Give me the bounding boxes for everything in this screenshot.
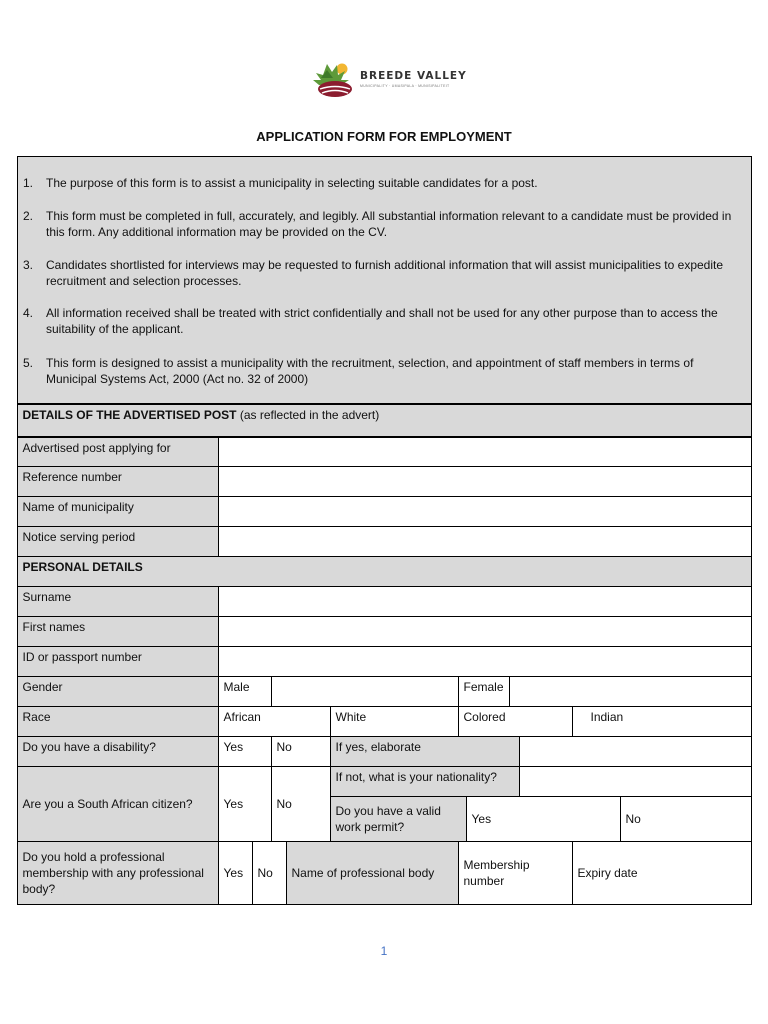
id-number-input[interactable] <box>218 646 752 677</box>
municipality-name-input[interactable] <box>218 496 752 527</box>
professional-body-name-label: Name of professional body <box>286 841 459 905</box>
work-permit-yes-option[interactable]: Yes <box>466 796 621 842</box>
instruction-number: 5. <box>23 356 34 370</box>
notice-period-label: Notice serving period <box>17 526 219 557</box>
professional-membership-label: Do you hold a professional membership with any professional body? <box>17 841 219 905</box>
race-colored-option[interactable]: Colored <box>458 706 573 737</box>
instruction-number: 2. <box>23 209 34 223</box>
citizen-yes-option[interactable]: Yes <box>218 766 272 842</box>
race-white-option[interactable]: White <box>330 706 459 737</box>
advertised-post-heading <box>17 404 752 437</box>
personal-details-heading: PERSONAL DETAILS <box>17 556 752 587</box>
instruction-number: 3. <box>23 258 34 272</box>
disability-elaborate-label: If yes, elaborate <box>330 736 520 767</box>
instruction-text: This form is designed to assist a municipality with the recruitment, selection, and appointment of staff members in terms of Municipal Systems Act, 2000 (Act no. 32 of 2000) <box>46 356 694 386</box>
race-label: Race <box>17 706 219 737</box>
gender-female-input[interactable] <box>509 676 752 707</box>
work-permit-label: Do you have a valid work permit? <box>330 796 467 842</box>
instruction-number: 1. <box>23 176 34 190</box>
reference-number-input[interactable] <box>218 466 752 497</box>
reference-number-label: Reference number <box>17 466 219 497</box>
race-african-option[interactable]: African <box>218 706 331 737</box>
instruction-item <box>23 257 745 289</box>
membership-number-label: Membership number <box>458 841 573 905</box>
gender-male-input[interactable] <box>271 676 459 707</box>
logo-emblem-icon <box>313 58 357 100</box>
instruction-text: All information received shall be treated with strict confidentially and shall not be used for any other purpose than to access the suitability of the applicant. <box>46 306 718 336</box>
surname-input[interactable] <box>218 586 752 617</box>
race-indian-option[interactable]: Indian <box>572 706 752 737</box>
instruction-number: 4. <box>23 306 34 320</box>
gender-label: Gender <box>17 676 219 707</box>
advertised-heading-bold: DETAILS OF THE ADVERTISED POST <box>22 407 237 422</box>
professional-no-option[interactable]: No <box>252 841 287 905</box>
advertised-post-input[interactable] <box>218 437 752 467</box>
nationality-input[interactable] <box>519 766 752 797</box>
advertised-post-label: Advertised post applying for <box>17 437 219 467</box>
instruction-item <box>23 305 745 337</box>
logo-tagline: MUNICIPALITY · UMASIPALA · MUNISIPALITEIT <box>360 84 450 88</box>
first-names-label: First names <box>17 616 219 647</box>
citizen-label: Are you a South African citizen? <box>17 766 219 842</box>
citizen-no-option[interactable]: No <box>271 766 331 842</box>
gender-female-label: Female <box>458 676 510 707</box>
logo-name: BREEDE VALLEY <box>360 70 467 82</box>
nationality-label: If not, what is your nationality? <box>330 766 520 797</box>
disability-yes-option[interactable]: Yes <box>218 736 272 767</box>
notice-period-input[interactable] <box>218 526 752 557</box>
first-names-input[interactable] <box>218 616 752 647</box>
advertised-heading-note: (as reflected in the advert) <box>236 407 380 422</box>
instruction-text: The purpose of this form is to assist a municipality in selecting suitable candidates for a post. <box>46 176 538 190</box>
work-permit-no-option[interactable]: No <box>620 796 752 842</box>
surname-label: Surname <box>17 586 219 617</box>
id-number-label: ID or passport number <box>17 646 219 677</box>
expiry-date-label: Expiry date <box>572 841 752 905</box>
instruction-item <box>23 175 745 191</box>
instruction-item <box>23 208 745 240</box>
municipality-name-label: Name of municipality <box>17 496 219 527</box>
instruction-item <box>23 355 745 387</box>
instruction-text: Candidates shortlisted for interviews may be requested to furnish additional information that will assist municipalities to expedite recruitment and selection processes. <box>46 258 724 288</box>
disability-elaborate-input[interactable] <box>519 736 752 767</box>
instruction-text: This form must be completed in full, accurately, and legibly. All substantial information relevant to a candidate must be provided in this form. Any additional information may be provided on the CV. <box>46 209 732 239</box>
disability-label: Do you have a disability? <box>17 736 219 767</box>
page-number: 1 <box>380 944 388 958</box>
gender-male-label: Male <box>218 676 272 707</box>
instructions-box <box>17 156 752 404</box>
form-title: APPLICATION FORM FOR EMPLOYMENT <box>256 129 512 144</box>
breede-valley-logo <box>313 58 467 100</box>
professional-yes-option[interactable]: Yes <box>218 841 253 905</box>
disability-no-option[interactable]: No <box>271 736 331 767</box>
